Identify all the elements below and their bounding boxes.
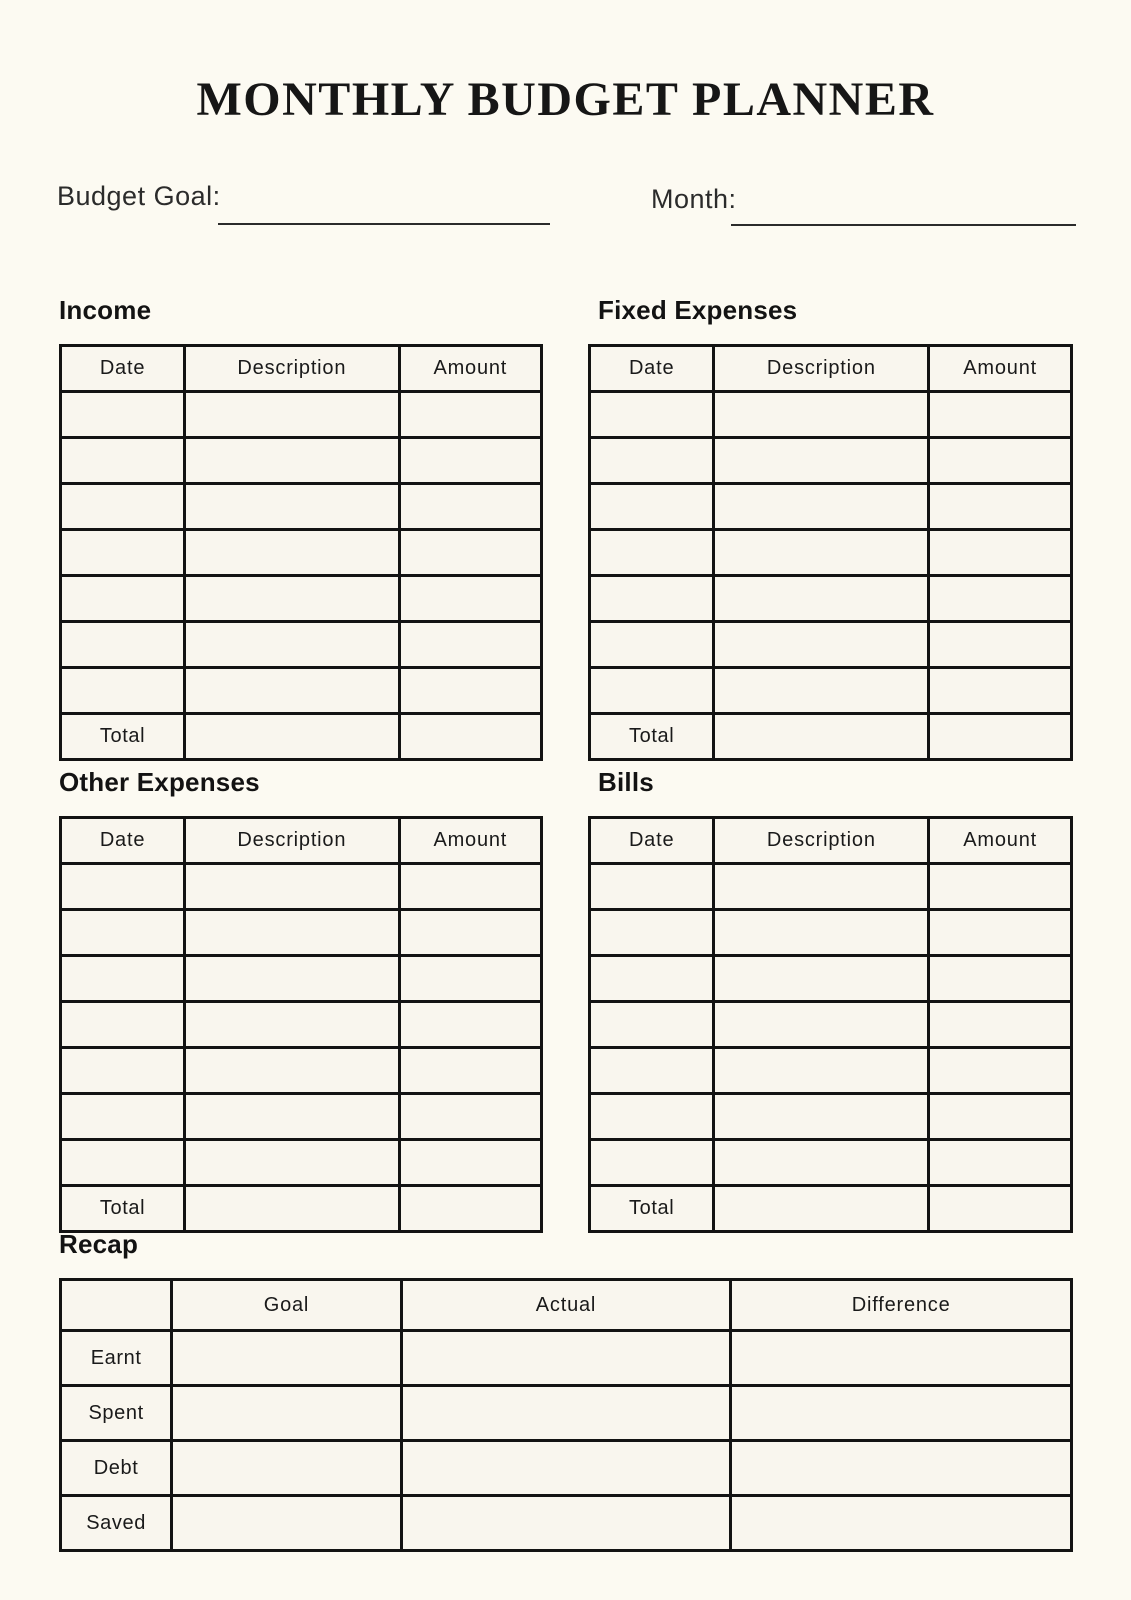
income-section [59, 295, 543, 761]
amount-column-header: Amount [399, 346, 541, 392]
empty-cell [714, 1002, 929, 1048]
empty-cell [61, 1002, 185, 1048]
empty-row [61, 484, 542, 530]
income-table-header [61, 346, 542, 392]
recap-table-header [61, 1280, 1072, 1331]
empty-cell [61, 864, 185, 910]
other-expenses-table-body [61, 864, 542, 1232]
empty-cell [61, 956, 185, 1002]
empty-cell [185, 1002, 400, 1048]
recap-section [59, 1229, 1073, 1552]
recap-corner-cell [61, 1280, 172, 1331]
empty-row [61, 622, 542, 668]
empty-cell [61, 1140, 185, 1186]
total-amount-cell [929, 714, 1072, 760]
empty-cell [929, 438, 1072, 484]
empty-cell [929, 864, 1072, 910]
total-row [590, 714, 1072, 760]
empty-cell [61, 392, 185, 438]
fixed-expenses-table [588, 344, 1073, 761]
empty-cell [185, 910, 400, 956]
empty-cell [929, 1048, 1072, 1094]
empty-cell [185, 1140, 400, 1186]
empty-row [61, 910, 542, 956]
recap-table [59, 1278, 1073, 1552]
empty-cell [172, 1331, 401, 1386]
description-column-header: Description [185, 818, 400, 864]
empty-cell [61, 576, 185, 622]
empty-cell [929, 956, 1072, 1002]
empty-cell [929, 622, 1072, 668]
description-column-header: Description [714, 818, 929, 864]
empty-cell [590, 622, 714, 668]
goal-column-header: Goal [172, 1280, 401, 1331]
income-table-body [61, 392, 542, 760]
empty-cell [61, 438, 185, 484]
empty-row [590, 1002, 1072, 1048]
actual-column-header: Actual [401, 1280, 731, 1331]
empty-row [61, 668, 542, 714]
income-table [59, 344, 543, 761]
empty-cell [590, 956, 714, 1002]
empty-cell [185, 1048, 400, 1094]
empty-cell [399, 576, 541, 622]
spent-row [61, 1386, 1072, 1441]
empty-row [61, 576, 542, 622]
empty-row [61, 1002, 542, 1048]
empty-cell [61, 910, 185, 956]
debt-row-label: Debt [61, 1441, 172, 1496]
empty-cell [401, 1331, 731, 1386]
total-description-cell [185, 714, 400, 760]
total-amount-cell [399, 1186, 541, 1232]
empty-cell [929, 530, 1072, 576]
empty-cell [61, 530, 185, 576]
empty-cell [61, 1094, 185, 1140]
total-label: Total [590, 1186, 714, 1232]
fixed-expenses-table-body [590, 392, 1072, 760]
header-row [61, 818, 542, 864]
empty-row [590, 864, 1072, 910]
empty-cell [401, 1496, 731, 1551]
empty-row [590, 576, 1072, 622]
empty-cell [929, 910, 1072, 956]
empty-cell [399, 438, 541, 484]
bills-heading: Bills [598, 767, 654, 797]
empty-cell [590, 668, 714, 714]
bills-table-header [590, 818, 1072, 864]
empty-cell [929, 392, 1072, 438]
empty-cell [401, 1441, 731, 1496]
empty-cell [929, 576, 1072, 622]
bills-table-body [590, 864, 1072, 1232]
empty-cell [590, 1094, 714, 1140]
empty-cell [590, 530, 714, 576]
date-column-header: Date [61, 346, 185, 392]
empty-cell [731, 1386, 1072, 1441]
header-row [590, 346, 1072, 392]
empty-cell [399, 622, 541, 668]
recap-table-body [61, 1331, 1072, 1551]
empty-row [61, 864, 542, 910]
empty-cell [714, 910, 929, 956]
empty-cell [714, 622, 929, 668]
empty-cell [731, 1441, 1072, 1496]
empty-row [590, 438, 1072, 484]
recap-heading: Recap [59, 1229, 139, 1259]
empty-cell [401, 1386, 731, 1441]
amount-column-header: Amount [929, 346, 1072, 392]
empty-cell [185, 956, 400, 1002]
empty-cell [399, 392, 541, 438]
fixed-expenses-table-header [590, 346, 1072, 392]
total-amount-cell [399, 714, 541, 760]
empty-cell [714, 530, 929, 576]
empty-cell [714, 956, 929, 1002]
empty-cell [714, 392, 929, 438]
empty-cell [185, 668, 400, 714]
empty-cell [185, 1094, 400, 1140]
empty-cell [185, 484, 400, 530]
month-fill-line [731, 187, 1076, 226]
empty-cell [61, 622, 185, 668]
description-column-header: Description [714, 346, 929, 392]
total-description-cell [714, 714, 929, 760]
empty-row [590, 392, 1072, 438]
total-description-cell [185, 1186, 400, 1232]
empty-cell [590, 864, 714, 910]
empty-cell [399, 484, 541, 530]
empty-cell [731, 1331, 1072, 1386]
empty-cell [185, 530, 400, 576]
empty-row [590, 622, 1072, 668]
empty-cell [929, 1002, 1072, 1048]
empty-row [590, 484, 1072, 530]
empty-row [61, 1048, 542, 1094]
total-label: Total [590, 714, 714, 760]
empty-cell [590, 910, 714, 956]
earnt-row-label: Earnt [61, 1331, 172, 1386]
empty-cell [590, 438, 714, 484]
empty-cell [61, 484, 185, 530]
empty-cell [714, 1140, 929, 1186]
empty-row [61, 1094, 542, 1140]
empty-cell [929, 1140, 1072, 1186]
empty-row [590, 910, 1072, 956]
empty-cell [590, 1048, 714, 1094]
empty-cell [61, 668, 185, 714]
date-column-header: Date [590, 346, 714, 392]
header-row [61, 346, 542, 392]
empty-cell [929, 668, 1072, 714]
empty-cell [399, 1140, 541, 1186]
amount-column-header: Amount [399, 818, 541, 864]
total-label: Total [61, 714, 185, 760]
empty-cell [399, 1002, 541, 1048]
empty-row [61, 530, 542, 576]
empty-cell [714, 668, 929, 714]
empty-cell [714, 864, 929, 910]
description-column-header: Description [185, 346, 400, 392]
empty-cell [590, 1002, 714, 1048]
date-column-header: Date [61, 818, 185, 864]
income-heading: Income [59, 295, 152, 325]
budget-goal-label: Budget Goal: [57, 181, 221, 211]
saved-row [61, 1496, 1072, 1551]
other-expenses-section [59, 767, 543, 1233]
empty-cell [399, 956, 541, 1002]
earnt-row [61, 1331, 1072, 1386]
empty-cell [399, 864, 541, 910]
spent-row-label: Spent [61, 1386, 172, 1441]
empty-cell [172, 1441, 401, 1496]
empty-row [590, 530, 1072, 576]
empty-cell [590, 392, 714, 438]
fixed-expenses-section [588, 295, 1073, 761]
empty-row [590, 1094, 1072, 1140]
empty-row [61, 1140, 542, 1186]
empty-cell [714, 576, 929, 622]
budget-goal-fill-line [218, 186, 550, 225]
debt-row [61, 1441, 1072, 1496]
empty-cell [185, 622, 400, 668]
empty-cell [731, 1496, 1072, 1551]
empty-cell [590, 484, 714, 530]
amount-column-header: Amount [929, 818, 1072, 864]
difference-column-header: Difference [731, 1280, 1072, 1331]
empty-row [590, 668, 1072, 714]
total-row [590, 1186, 1072, 1232]
total-description-cell [714, 1186, 929, 1232]
date-column-header: Date [590, 818, 714, 864]
month-label: Month: [651, 184, 737, 214]
other-expenses-table-header [61, 818, 542, 864]
page-title: MONTHLY BUDGET PLANNER [196, 73, 935, 126]
empty-row [590, 1140, 1072, 1186]
empty-cell [172, 1386, 401, 1441]
empty-cell [61, 1048, 185, 1094]
empty-cell [399, 668, 541, 714]
empty-cell [714, 484, 929, 530]
total-row [61, 714, 542, 760]
empty-cell [185, 864, 400, 910]
header-row [590, 818, 1072, 864]
empty-cell [929, 484, 1072, 530]
empty-cell [714, 1094, 929, 1140]
total-amount-cell [929, 1186, 1072, 1232]
empty-row [590, 956, 1072, 1002]
empty-cell [590, 576, 714, 622]
empty-cell [714, 438, 929, 484]
empty-cell [399, 1094, 541, 1140]
empty-cell [399, 910, 541, 956]
empty-cell [185, 438, 400, 484]
empty-cell [590, 1140, 714, 1186]
empty-cell [399, 530, 541, 576]
other-expenses-heading: Other Expenses [59, 767, 260, 797]
total-label: Total [61, 1186, 185, 1232]
header-row [61, 1280, 1072, 1331]
fixed-expenses-heading: Fixed Expenses [598, 295, 798, 325]
empty-cell [172, 1496, 401, 1551]
empty-cell [185, 392, 400, 438]
empty-row [61, 438, 542, 484]
bills-section [588, 767, 1073, 1233]
total-row [61, 1186, 542, 1232]
empty-row [61, 956, 542, 1002]
empty-row [590, 1048, 1072, 1094]
saved-row-label: Saved [61, 1496, 172, 1551]
other-expenses-table [59, 816, 543, 1233]
empty-cell [714, 1048, 929, 1094]
bills-table [588, 816, 1073, 1233]
empty-row [61, 392, 542, 438]
empty-cell [399, 1048, 541, 1094]
empty-cell [185, 576, 400, 622]
empty-cell [929, 1094, 1072, 1140]
